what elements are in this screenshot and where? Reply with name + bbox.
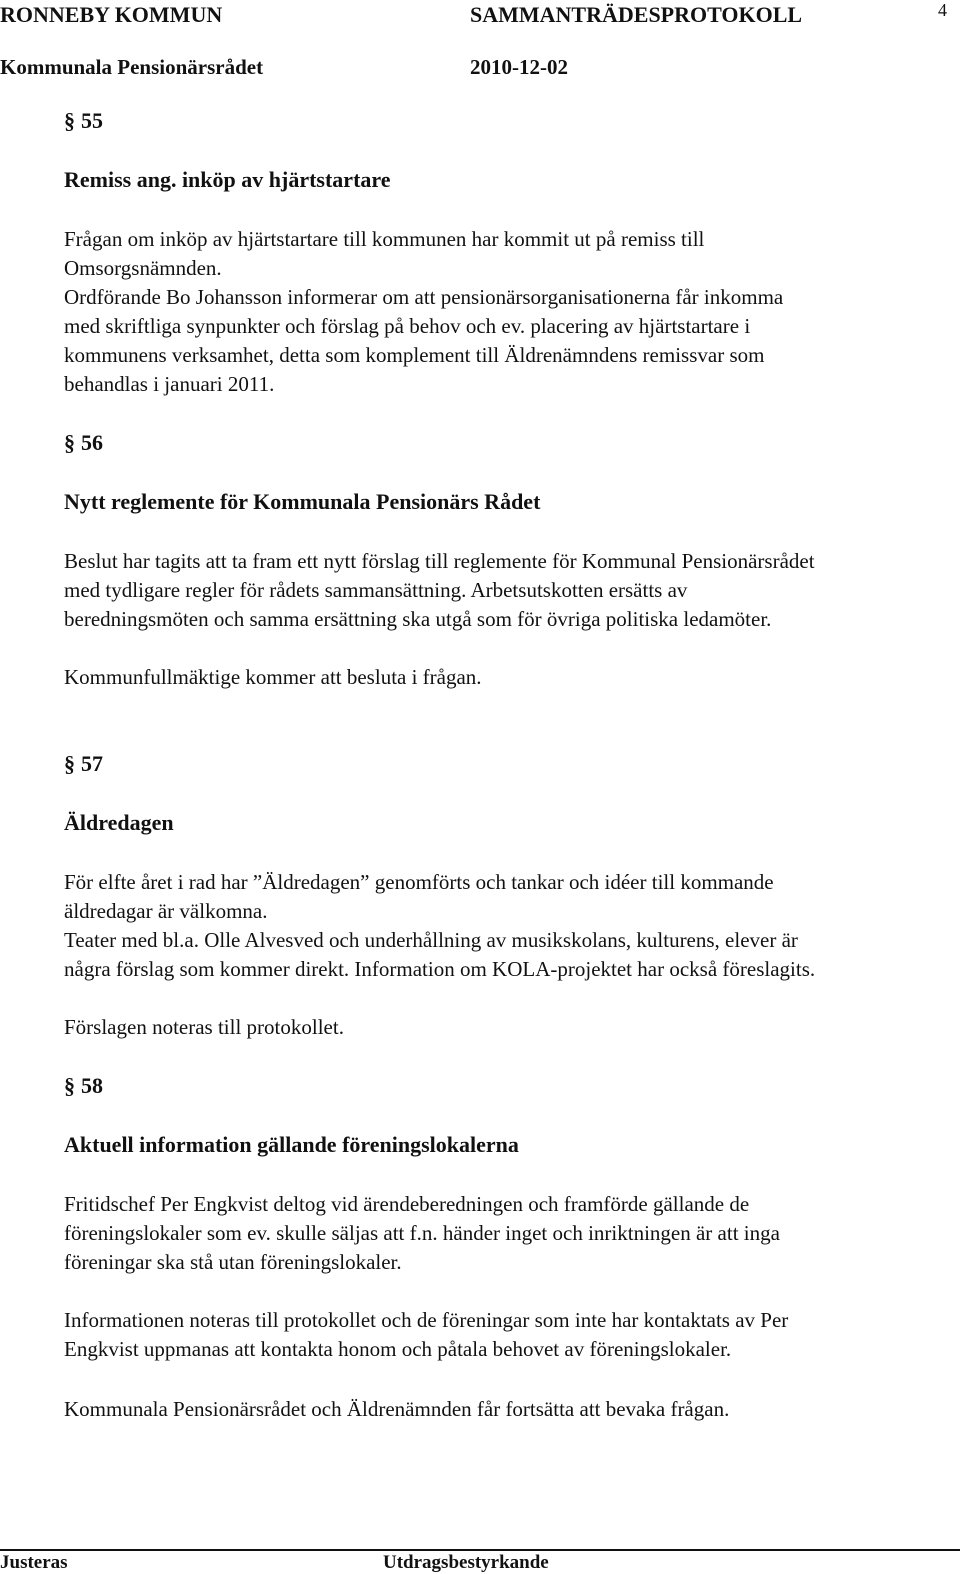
section-number: 56 [81, 430, 103, 455]
text-line: behandlas i januari 2011. [64, 372, 275, 396]
paragraph [64, 225, 783, 399]
text-line: Kommunala Pensionärsrådet och Äldrenämnden får fortsätta att bevaka frågan. [64, 1397, 730, 1421]
section-sign: § [64, 1073, 75, 1098]
section-heading [64, 108, 103, 134]
text-line: Engkvist uppmanas att kontakta honom och påtala behovet av föreningslokaler. [64, 1337, 732, 1361]
paragraph [64, 1013, 344, 1042]
text-line: några förslag som kommer direkt. Information om KOLA-projektet har också föreslagits. [64, 957, 816, 981]
paragraph [64, 1190, 780, 1277]
text-line: Fritidschef Per Engkvist deltog vid ärendeberedningen och framförde gällande de [64, 1192, 750, 1216]
section-title: Äldredagen [64, 810, 174, 835]
section-number: 55 [81, 108, 103, 133]
text-line: beredningsmöten och samma ersättning ska utgå som för övriga politiska ledamöter. [64, 607, 772, 631]
section-number: 57 [81, 751, 103, 776]
meeting-date: 2010-12-02 [470, 55, 568, 79]
text-line: föreningar ska stå utan föreningslokaler. [64, 1250, 402, 1274]
section-sign: § [64, 108, 75, 133]
section-heading [64, 430, 103, 456]
page-number: 4 [938, 0, 947, 20]
document-type: SAMMANTRÄDESPROTOKOLL [470, 2, 803, 27]
paragraph [64, 547, 815, 634]
section-heading [64, 1073, 103, 1099]
section-title: Nytt reglemente för Kommunala Pensionärs Rådet [64, 489, 541, 514]
paragraph [64, 1306, 788, 1364]
paragraph [64, 663, 482, 692]
section-sign: § [64, 751, 75, 776]
section-heading [64, 751, 103, 777]
text-line: Kommunfullmäktige kommer att besluta i frågan. [64, 665, 482, 689]
section-sign: § [64, 430, 75, 455]
section-title: Aktuell information gällande föreningslokalerna [64, 1132, 519, 1157]
org-name: RONNEBY KOMMUN [0, 2, 223, 27]
committee-name: Kommunala Pensionärsrådet [0, 55, 264, 79]
footer-utdragsbestyrkande: Utdragsbestyrkande [383, 1552, 549, 1573]
text-line: Informationen noteras till protokollet och de föreningar som inte har kontaktats av Per [64, 1308, 789, 1332]
text-line: föreningslokaler som ev. skulle säljas att f.n. händer inget och inriktningen är att inga [64, 1221, 780, 1245]
paragraph [64, 868, 815, 984]
text-line: Frågan om inköp av hjärtstartare till kommunen har kommit ut på remiss till [64, 227, 705, 251]
text-line: med skriftliga synpunkter och förslag på behov och ev. placering av hjärtstartare i [64, 314, 751, 338]
text-line: För elfte året i rad har ”Äldredagen” genomförts och tankar och idéer till kommande [64, 870, 774, 894]
text-line: kommunens verksamhet, detta som komplement till Äldrenämndens remissvar som [64, 343, 765, 367]
text-line: Förslagen noteras till protokollet. [64, 1015, 344, 1039]
footer-rule [0, 1549, 960, 1551]
section-number: 58 [81, 1073, 103, 1098]
text-line: Omsorgsnämnden. [64, 256, 222, 280]
text-line: äldredagar är välkomna. [64, 899, 268, 923]
text-line: med tydligare regler för rådets sammansättning. Arbetsutskotten ersätts av [64, 578, 688, 602]
paragraph [64, 1395, 729, 1424]
section-title: Remiss ang. inköp av hjärtstartare [64, 167, 391, 192]
text-line: Ordförande Bo Johansson informerar om att pensionärsorganisationerna får inkomma [64, 285, 784, 309]
text-line: Teater med bl.a. Olle Alvesved och underhållning av musikskolans, kulturens, elever är [64, 928, 798, 952]
text-line: Beslut har tagits att ta fram ett nytt förslag till reglemente för Kommunal Pensionärsrådet [64, 549, 815, 573]
footer-justeras: Justeras [0, 1552, 68, 1573]
